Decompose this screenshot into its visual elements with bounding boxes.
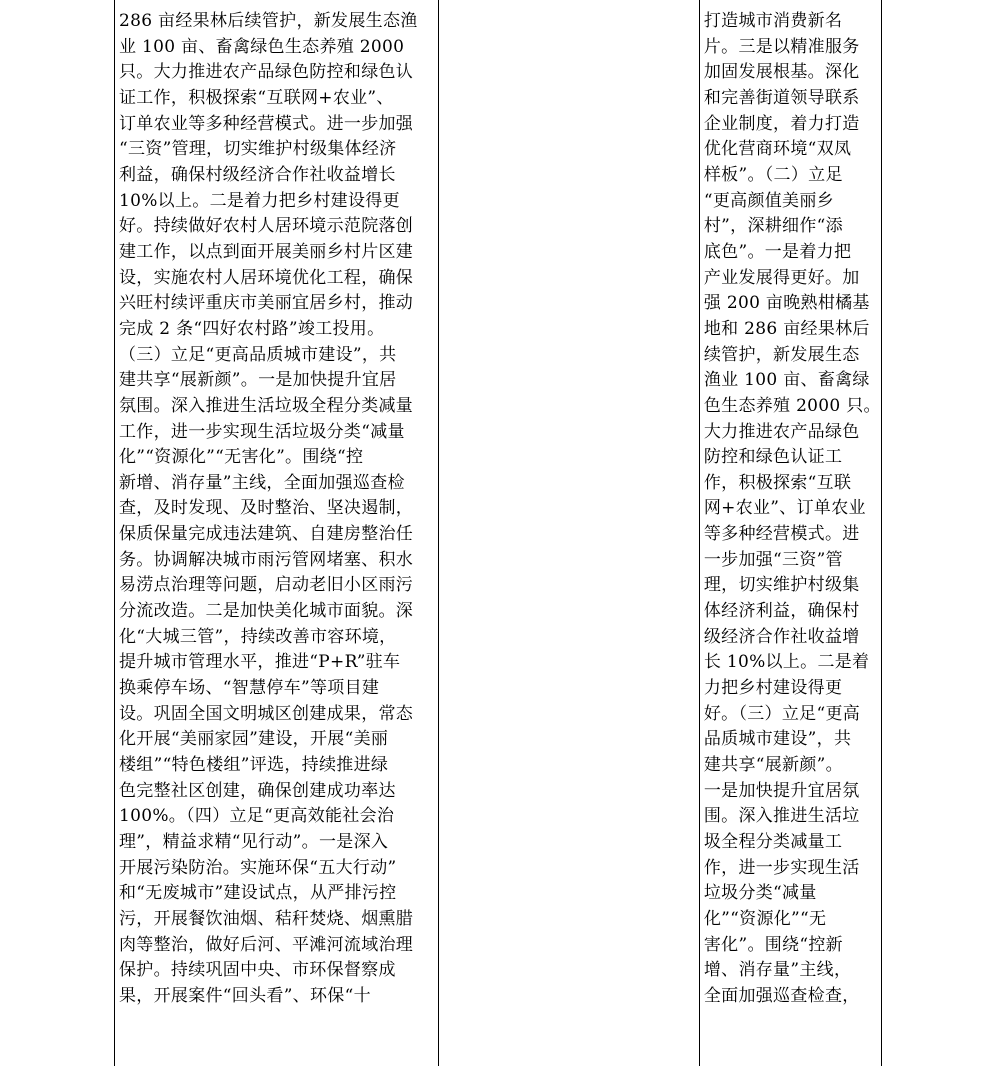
text-line: 楼组”“特色楼组”评选，持续推进绿: [119, 755, 389, 776]
text-line: 286 亩经果林后续管护，新发展生态渔: [119, 11, 418, 31]
text-line: 强 200 亩晚熟柑橘基: [703, 293, 870, 314]
text-line: 订单农业等多种经营模式。进一步加强: [119, 113, 414, 134]
text-line: 优化营商环境“双凤: [703, 139, 852, 160]
text-line: 好。（三）立足“更高: [703, 703, 861, 724]
text-line: 氛围。深入推进生活垃圾全程分类减量: [119, 395, 414, 416]
text-line: 等多种经营模式。进: [703, 524, 860, 545]
text-line: 查，及时发现、及时整治、坚决遏制，: [119, 498, 414, 519]
text-line: 作，进一步实现生活: [703, 857, 860, 878]
document-table: [114, 0, 882, 1066]
text-line: 果，开展案件“回头看”、环保“十: [119, 985, 371, 1006]
text-line: 和“无废城市”建设试点，从严排污控: [119, 883, 397, 904]
text-line: 肉等整治，做好后河、平滩河流域治理: [119, 934, 414, 955]
left-text-block: [115, 0, 438, 1010]
text-line: 地和 286 亩经果林后: [703, 318, 870, 339]
text-line: 渔业 100 亩、畜禽绿: [703, 370, 870, 391]
text-line: 利益，确保村级经济合作社收益增长: [119, 164, 396, 185]
text-line: 围。深入推进生活垃: [703, 806, 860, 827]
text-line: 色完整社区创建，确保创建成功率达: [119, 780, 396, 801]
text-line: 兴旺村续评重庆市美丽宜居乡村，推动: [119, 293, 414, 314]
text-line: 设。巩固全国文明城区创建成果，常态: [119, 703, 414, 724]
text-line: 设，实施农村人居环境优化工程，确保: [119, 267, 414, 288]
text-line: 化”“资源化”“无害化”。围绕“控: [119, 447, 364, 468]
text-line: 理”，精益求精“见行动”。一是深入: [119, 832, 389, 852]
text-line: 和完善街道领导联系: [703, 87, 860, 108]
text-line: 企业制度，着力打造: [703, 113, 860, 134]
text-line: 片。三是以精准服务: [703, 36, 860, 57]
text-line: 化”“资源化”“无: [703, 908, 827, 929]
text-line: 建共享“展新颜”。一是加快提升宜居: [119, 370, 397, 391]
text-line: 工作，进一步实现生活垃圾分类“减量: [119, 421, 405, 442]
text-line: 保质保量完成违法建筑、自建房整治任: [119, 524, 414, 545]
table-row: [115, 0, 882, 1066]
text-line: 长 10%以上。二是着: [703, 652, 870, 673]
text-line: 分流改造。二是加快美化城市面貌。深: [119, 601, 414, 622]
text-line: 品质城市建设”，共: [703, 729, 852, 750]
text-line: 加固发展根基。深化: [703, 62, 860, 83]
text-line: 化开展“美丽家园”建设，开展“美丽: [119, 729, 389, 750]
text-line: 全面加强巡查检查，: [703, 985, 860, 1006]
text-line: 新增、消存量”主线，全面加强巡查检: [119, 472, 405, 493]
right-text-cell: [699, 0, 881, 1066]
text-line: 大力推进农产品绿色: [703, 421, 860, 442]
text-line: 圾全程分类减量工: [703, 832, 843, 852]
text-line: 样板”。（二）立足: [703, 164, 843, 185]
text-line: 只。大力推进农产品绿色防控和绿色认: [119, 62, 414, 83]
text-line: 害化”。围绕“控新: [703, 934, 843, 955]
text-line: 100%。（四）立足“更高效能社会治: [119, 806, 395, 827]
text-line: “更高颜值美丽乡: [703, 190, 834, 211]
text-line: 一步加强“三资”管: [703, 549, 843, 570]
text-line: 垃圾分类“减量: [703, 883, 817, 904]
text-line: 一是加快提升宜居氛: [703, 780, 860, 801]
text-line: 理，切实维护村级集: [703, 575, 860, 596]
text-line: 好。持续做好农村人居环境示范院落创: [119, 216, 414, 237]
text-line: 10%以上。二是着力把乡村建设得更: [119, 190, 400, 211]
text-line: 完成 2 条“四好农村路”竣工投用。: [119, 318, 385, 339]
text-line: 色生态养殖 2000 只。: [703, 395, 881, 416]
text-line: 化“大城三管”，持续改善市容环境，: [119, 626, 397, 647]
text-line: 业 100 亩、畜禽绿色生态养殖 2000: [119, 36, 405, 57]
text-line: 污，开展餐饮油烟、秸秆焚烧、烟熏腊: [119, 908, 414, 929]
text-line: 务。协调解决城市雨污管网堵塞、积水: [119, 549, 414, 570]
text-line: 体经济利益，确保村: [703, 601, 860, 622]
text-line: 打造城市消费新名: [703, 11, 843, 31]
text-line: 保护。持续巩固中央、市环保督察成: [119, 960, 396, 981]
text-line: 建工作，以点到面开展美丽乡村片区建: [119, 241, 414, 262]
text-line: 网+农业”、订单农业: [703, 498, 866, 519]
text-line: 防控和绿色认证工: [703, 447, 843, 468]
text-line: 开展污染防治。实施环保“五大行动”: [119, 857, 397, 878]
text-line: 续管护，新发展生态: [703, 344, 860, 365]
text-line: 产业发展得更好。加: [703, 267, 860, 288]
text-line: 换乘停车场、“智慧停车”等项目建: [119, 678, 380, 699]
text-line: 村”，深耕细作“添: [703, 216, 843, 237]
middle-empty-cell: [438, 0, 699, 1066]
text-line: （三）立足“更高品质城市建设”，共: [119, 344, 397, 365]
text-line: “三资”管理，切实维护村级集体经济: [119, 139, 397, 160]
text-line: 力把乡村建设得更: [703, 678, 843, 699]
text-line: 增、消存量”主线，: [703, 960, 852, 981]
text-line: 作，积极探索“互联: [703, 472, 852, 493]
right-text-block: [700, 0, 881, 1010]
text-line: 易涝点治理等问题，启动老旧小区雨污: [119, 575, 414, 596]
text-line: 提升城市管理水平，推进“P+R”驻车: [119, 652, 401, 673]
left-text-cell: [115, 0, 439, 1066]
text-line: 建共享“展新颜”。: [703, 755, 843, 776]
text-line: 证工作，积极探索“互联网+农业”、: [119, 87, 394, 108]
text-line: 级经济合作社收益增: [703, 626, 860, 647]
text-line: 底色”。一是着力把: [703, 241, 852, 262]
